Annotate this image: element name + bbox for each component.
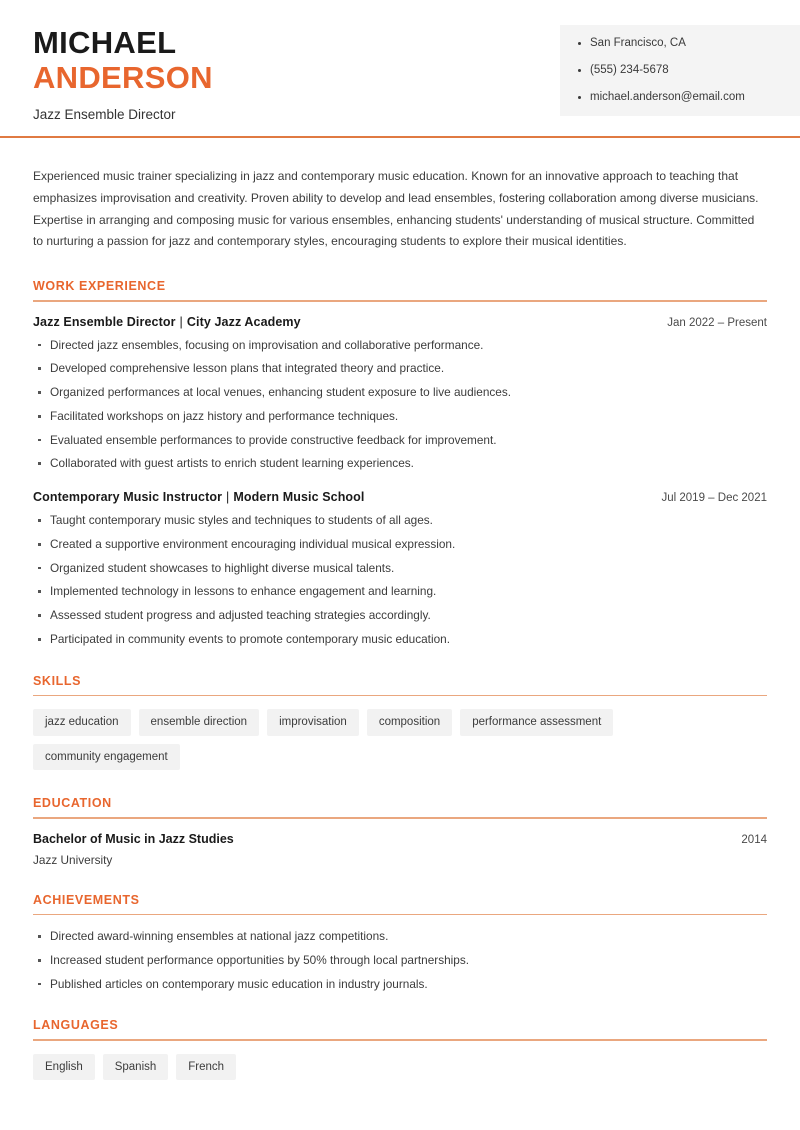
section-work-experience [33,279,767,647]
list-item: Implemented technology in lessons to enhance engagement and learning. [33,583,767,600]
skill-chip: ensemble direction [139,709,260,736]
list-item: Assessed student progress and adjusted teaching strategies accordingly. [33,607,767,624]
resume-header [0,0,800,123]
contact-phone [578,64,800,78]
contact-location [578,37,800,51]
skill-chip: improvisation [267,709,359,736]
education-entry-header [33,832,767,846]
language-chip: French [176,1054,236,1081]
section-education [33,796,767,866]
experience-entry-header [33,315,767,329]
professional-summary: Experienced music trainer specializing in jazz and contemporary music education. Known for an innovative approach to teaching that emphasizes improvisation and creativity. Proven ability to develop and lead ensembles, fostering collaboration among diverse musicians. Expertise in arranging and composing music for various ensembles, enhancing students' understanding of musical structure. Committed to nurturing a passion for jazz and contemporary styles, encouraging students to explore their musical identities. [33,169,759,249]
list-item: Facilitated workshops on jazz history and performance techniques. [33,408,767,425]
list-item: Developed comprehensive lesson plans that integrated theory and practice. [33,360,767,377]
list-item: Directed award-winning ensembles at national jazz competitions. [33,928,767,945]
experience-bullets [33,337,767,473]
last-name: ANDERSON [33,60,213,96]
contact-phone-text: (555) 234-5678 [590,63,669,76]
section-title-languages: LANGUAGES [33,1018,119,1033]
first-name: MICHAEL [33,25,177,60]
section-languages [33,1018,767,1080]
experience-company: City Jazz Academy [186,314,301,329]
experience-entry [33,315,767,473]
section-achievements [33,893,767,993]
contact-email-text: michael.anderson@email.com [590,90,745,103]
contact-email [578,91,800,105]
section-skills [33,674,767,771]
section-title-work-experience: WORK EXPERIENCE [33,279,166,294]
list-item: Evaluated ensemble performances to provide constructive feedback for improvement. [33,432,767,449]
list-item: Taught contemporary music styles and techniques to students of all ages. [33,512,767,529]
list-item: Published articles on contemporary music education in industry journals. [33,976,767,993]
experience-dates: Jul 2019 – Dec 2021 [661,492,767,505]
experience-dates: Jan 2022 – Present [667,316,767,329]
list-item: Collaborated with guest artists to enrich student learning experiences. [33,455,767,472]
list-item: Participated in community events to promote contemporary music education. [33,631,767,648]
experience-entry-header [33,490,767,504]
language-chip: English [33,1054,95,1081]
identity-block [33,25,513,124]
education-year: 2014 [741,833,767,846]
experience-entry [33,490,767,648]
section-rule [33,300,767,301]
experience-heading [33,315,301,329]
experience-company: Modern Music School [233,490,365,505]
skill-chip: community engagement [33,744,180,771]
contact-block [560,25,800,116]
education-degree: Bachelor of Music in Jazz Studies [33,831,234,846]
section-title-skills: SKILLS [33,673,82,688]
list-item: Directed jazz ensembles, focusing on improvisation and collaborative performance. [33,337,767,354]
section-rule [33,914,767,915]
experience-separator: | [226,490,230,505]
header-divider [0,136,800,138]
header-job-title: Jazz Ensemble Director [33,107,176,123]
education-school: Jazz University [33,852,113,867]
contact-location-text: San Francisco, CA [590,37,686,49]
section-title-education: EDUCATION [33,796,112,811]
experience-role: Jazz Ensemble Director [33,314,176,329]
languages-chip-list [33,1054,767,1081]
list-item: Created a supportive environment encouraging individual musical expression. [33,536,767,553]
list-item: Organized performances at local venues, enhancing student exposure to live audiences. [33,384,767,401]
skill-chip: jazz education [33,709,131,736]
section-title-achievements: ACHIEVEMENTS [33,892,140,907]
section-rule [33,695,767,696]
experience-bullets [33,512,767,648]
section-rule [33,1039,767,1040]
skill-chip: composition [367,709,452,736]
language-chip: Spanish [103,1054,169,1081]
section-rule [33,817,767,818]
list-item: Organized student showcases to highlight diverse musical talents. [33,560,767,577]
experience-separator: | [179,314,183,329]
skill-chip: performance assessment [460,709,613,736]
skills-chip-list [33,709,767,770]
resume-body [0,152,800,1080]
experience-role: Contemporary Music Instructor [33,490,223,505]
experience-heading [33,490,364,504]
achievements-list [33,928,767,992]
list-item: Increased student performance opportunities by 50% through local partnerships. [33,952,767,969]
education-entry [33,832,767,867]
